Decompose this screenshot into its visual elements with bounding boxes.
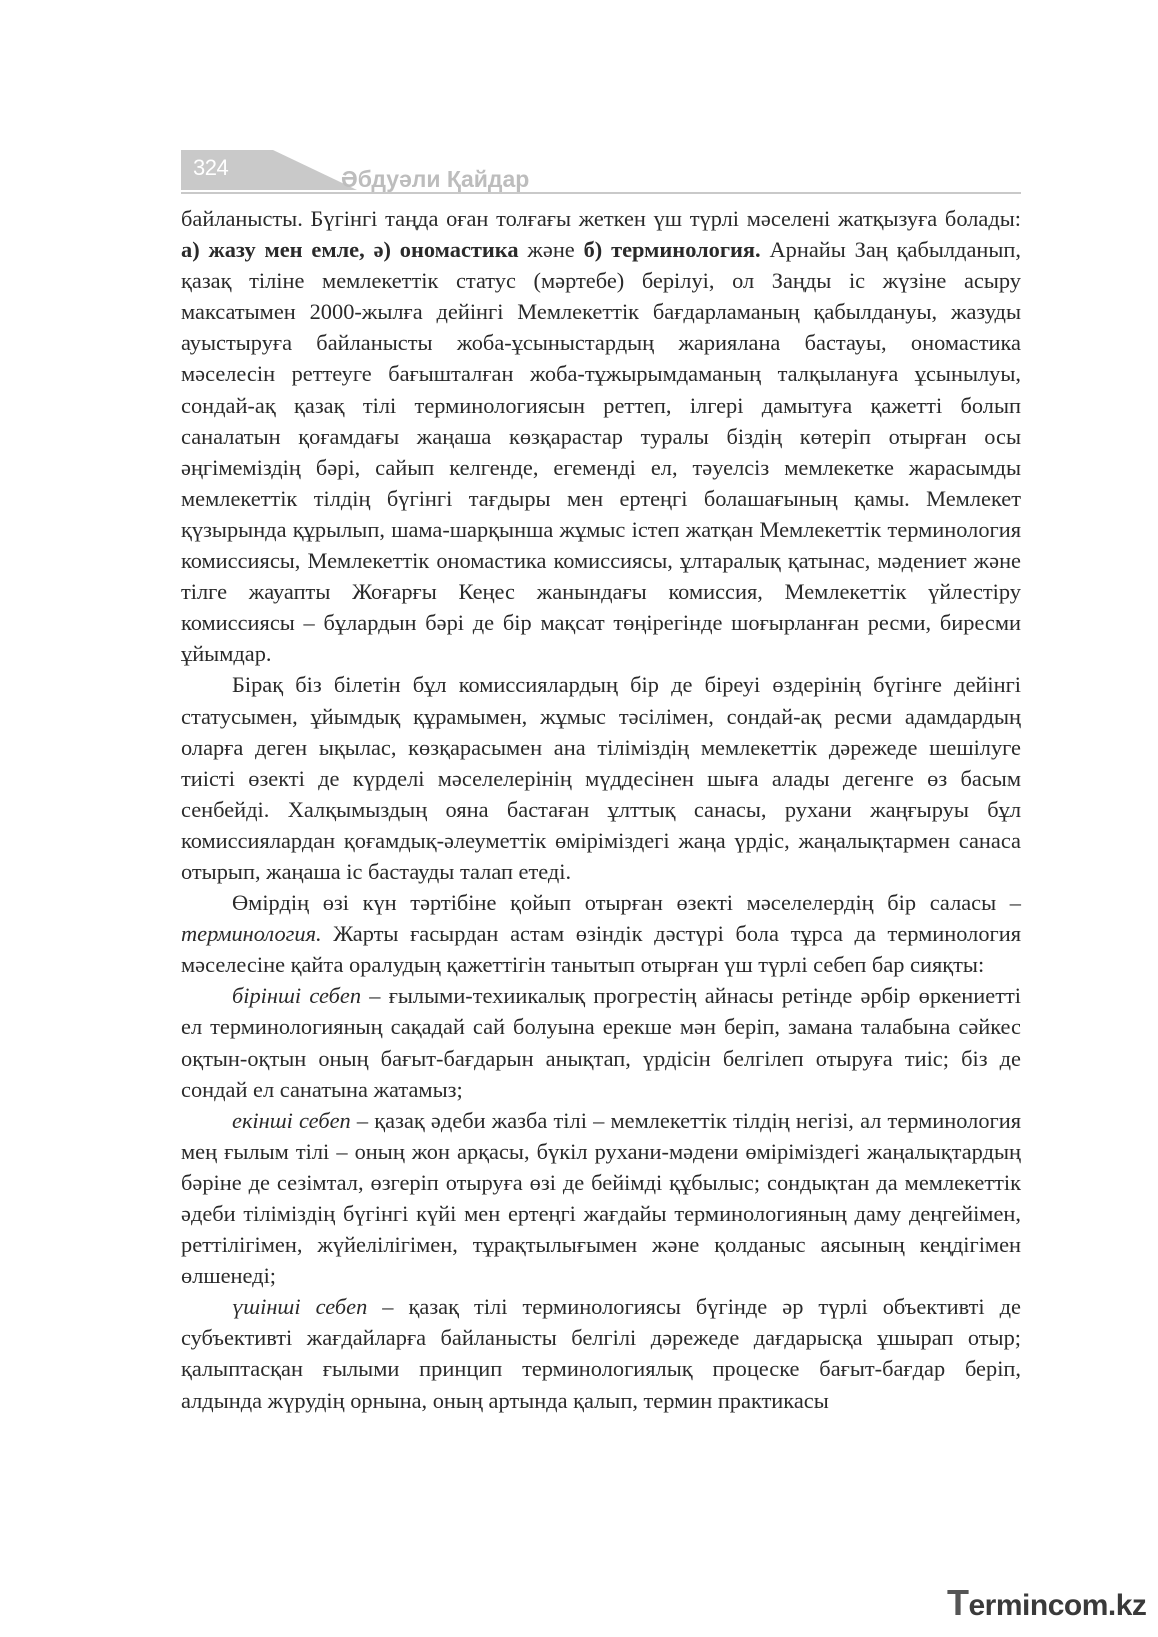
- page-header: [181, 150, 1021, 196]
- bold-run: б) терминология.: [583, 237, 761, 263]
- bold-run: а) жазу мен емле, ә) ономастика: [181, 237, 519, 263]
- text-run: – қазақ әдеби жазба тілі – мемлекеттік тілдің негізі, ал терминология мең ғылым тілі – оның жон арқасы, бүкіл рухани-мәдени өміріміздегі жаңалықтардың бәріне де сезімтал, өзгеріп отыруға өзі де бейімді құбылыс; сондықтан да мемлекеттік әдеби тіліміздің бүгінгі күйі мен ертеңгі жағдайы терминологияның даму деңгейімен, реттілігімен, жүйелілігімен, тұрақтылығымен және қолданыс аясының кеңдігімен өлшенеді;: [181, 1107, 1021, 1289]
- paragraph-3: [181, 887, 1021, 980]
- italic-run: үшінші себеп: [232, 1294, 368, 1320]
- italic-run: екінші себеп: [232, 1107, 351, 1133]
- logo-text: ermincom.kz: [968, 1589, 1147, 1622]
- paragraph-5: [181, 1105, 1021, 1292]
- italic-run: бірінші себеп: [232, 983, 362, 1009]
- page-number: 324: [193, 155, 229, 180]
- paragraph-1: [181, 203, 1021, 669]
- paragraph-6: [181, 1291, 1021, 1415]
- watermark-logo: [947, 1582, 1146, 1624]
- paragraph-2: Бірақ біз білетін бұл комиссиялардың бір де біреуі өздерінің бүгінге дейінгі статусымен, ұйымдық құрамымен, жұмыс тәсілімен, сондай-ақ ресми адамдардың оларға деген ықылас, көзқарасымен ана тіліміздің мемлекеттік дәрежеде шешілуге тиісті өзекті де күрделі мәселелерінің мүддесінен шыға алады дегенге өз басым сенбейді. Халқымыздың ояна бастаған ұлттық санасы, рухани жаңғыруы бұл комиссиялардан қоғамдық-әлеуметтік өміріміздегі жаңа үрдіс, жаңалықтармен санаса отырып, жаңаша іс бастауды талап етеді.: [181, 672, 1021, 884]
- running-head-author: Әбдуәли Қайдар: [341, 166, 530, 192]
- italic-run: терминология.: [181, 921, 322, 947]
- text-run: байланысты. Бүгінгі таңда оған толғағы жеткен үш түрлі мәселені жатқызуға болады:: [181, 206, 1021, 231]
- text-run: Арнайы Заң қабылданып, қазақ тіліне мемлекеттік статус (мәртебе) берілуі, ол Заңды іс жүзіне асыру максатымен 2000-жылға дейінгі Мемлекеттік бағдарламаның қабылдануы, жазуды ауыстыруға байланысты жоба-ұсыныстардың жариялана бастауы, ономастика мәселесін реттеуге бағышталған жоба-тұжырымдаманың талқылануға ұсынылуы, сондай-ақ қазақ тілі терминологиясын реттеп, ілгері дамытуға қажетті болып саналатын қоғамдағы жаңаша көзқарастар туралы біздің көтеріп отырған осы әңгімеміздің бәрі, сайып келгенде, егеменді ел, тәуелсіз мемлекетке жарасымды мемлекеттік тілдің бүгінгі тағдыры мен ертеңгі болашағының қамы. Мемлекет қүзырында құрылып, шама-шарқынша жұмыс істеп жатқан Мемлекеттік терминология комиссиясы, Мемлекеттік ономастика комиссиясы, ұлтаралық қатынас, мәдениет және тілге жауапты Жоғарғы Кеңес жанындағы комиссия, Мемлекеттік үйлестіру комиссиясы – бұлардын бәрі де бір мақсат төңірегінде шоғырланған ресми, биресми ұйымдар.: [181, 237, 1021, 667]
- text-run: және: [518, 237, 584, 263]
- text-run: Жарты ғасырдан астам өзіндік дәстүрі бола тұрса да терминология мәселесіне қайта оралудың қажеттігін танытып отырған үш түрлі себеп бар сияқты:: [181, 921, 1021, 978]
- header-rule: [181, 192, 1021, 194]
- paragraph-4: [181, 980, 1021, 1104]
- body-text: [181, 203, 1021, 1416]
- text-run: – ғылыми-техиикалық прогрестің айнасы ретінде әрбір өркениетті ел терминологияның сақадай сай болуына ерекше мән беріп, замана талабына сәйкес оқтын-оқтын оның бағыт-бағдарын анықтап, үрдісін белгілеп отыруға тиіс; біз де сондай ел санатына жатамыз;: [181, 983, 1021, 1102]
- text-run: – қазақ тілі терминологиясы бүгінде әр түрлі объективті де субъективті жағдайларға байланысты белгілі дәрежеде дағдарысқа ұшырап отыр; қалыптасқан ғылыми принцип терминологиялық процеске бағыт-бағдар беріп, алдында жүрудің орнына, оның артында қалып, термин практикасы: [181, 1294, 1022, 1413]
- logo-initial: T: [947, 1582, 969, 1623]
- text-run: Өмірдің өзі күн тәртібіне қойып отырған өзекті мәселелердің бір саласы –: [232, 890, 1021, 916]
